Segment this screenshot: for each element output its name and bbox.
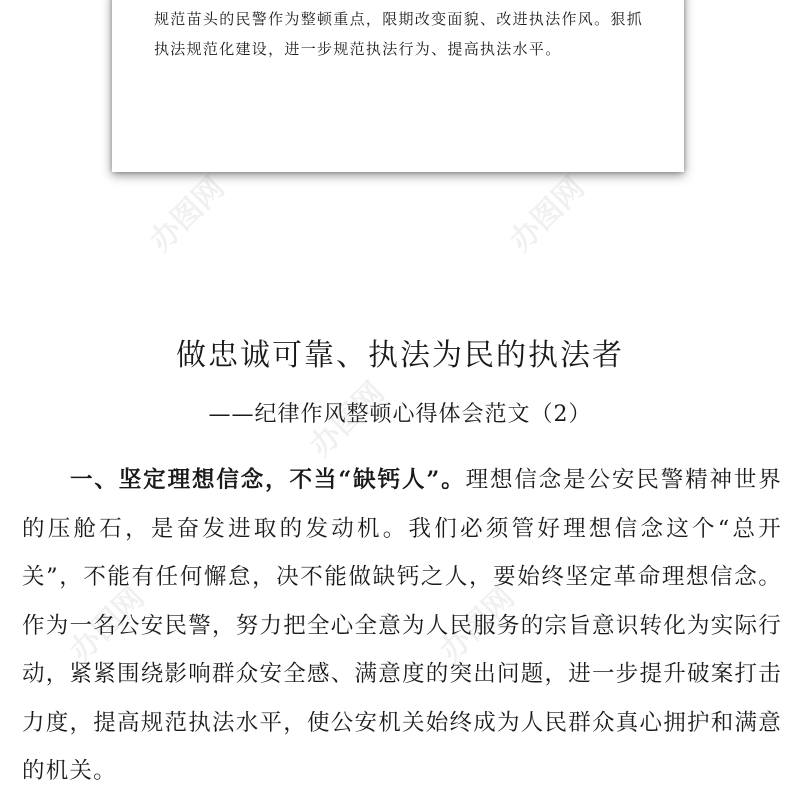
watermark-logo: 办图网 (63, 580, 152, 669)
section-1-body: 理想信念是公安民警精神世界的压舱石，是奋发进取的发动机。我们必须管好理想信念这个“总开关”，不能有任何懈怠，决不能做缺钙之人，要始终坚定革命理想信念。作为一名公安民警，努力把全心全意为人民服务的宗旨意识转化为实际行动，紧紧围绕影响群众安全感、满意度的突出问题，进一步提升破案打击力度，提高规范执法水平，使公安机关始终成为人民群众真心拥护和满意的机关。 (22, 467, 782, 784)
document-title: 做忠诚可靠、执法为民的执法者 (176, 338, 624, 373)
section-1-paragraph (22, 456, 782, 796)
previous-page-line-1: 规范苗头的民警作为整顿重点，限期改变面貌、改进执法作风。狠抓 (154, 10, 644, 28)
watermark-logo: 办图网 (303, 375, 392, 464)
watermark-logo: 办图网 (503, 170, 592, 259)
watermark-logo: 办图网 (143, 170, 232, 259)
previous-page-card (112, 0, 684, 172)
section-1-heading: 一、坚定理想信念，不当“缺钙人”。 (70, 467, 466, 493)
document-subtitle: ——纪律作风整顿心得体会范文（2） (208, 402, 592, 427)
watermark-logo: 办图网 (433, 580, 522, 669)
previous-page-line-2: 执法规范化建设，进一步规范执法行为、提高执法水平。 (154, 40, 562, 58)
